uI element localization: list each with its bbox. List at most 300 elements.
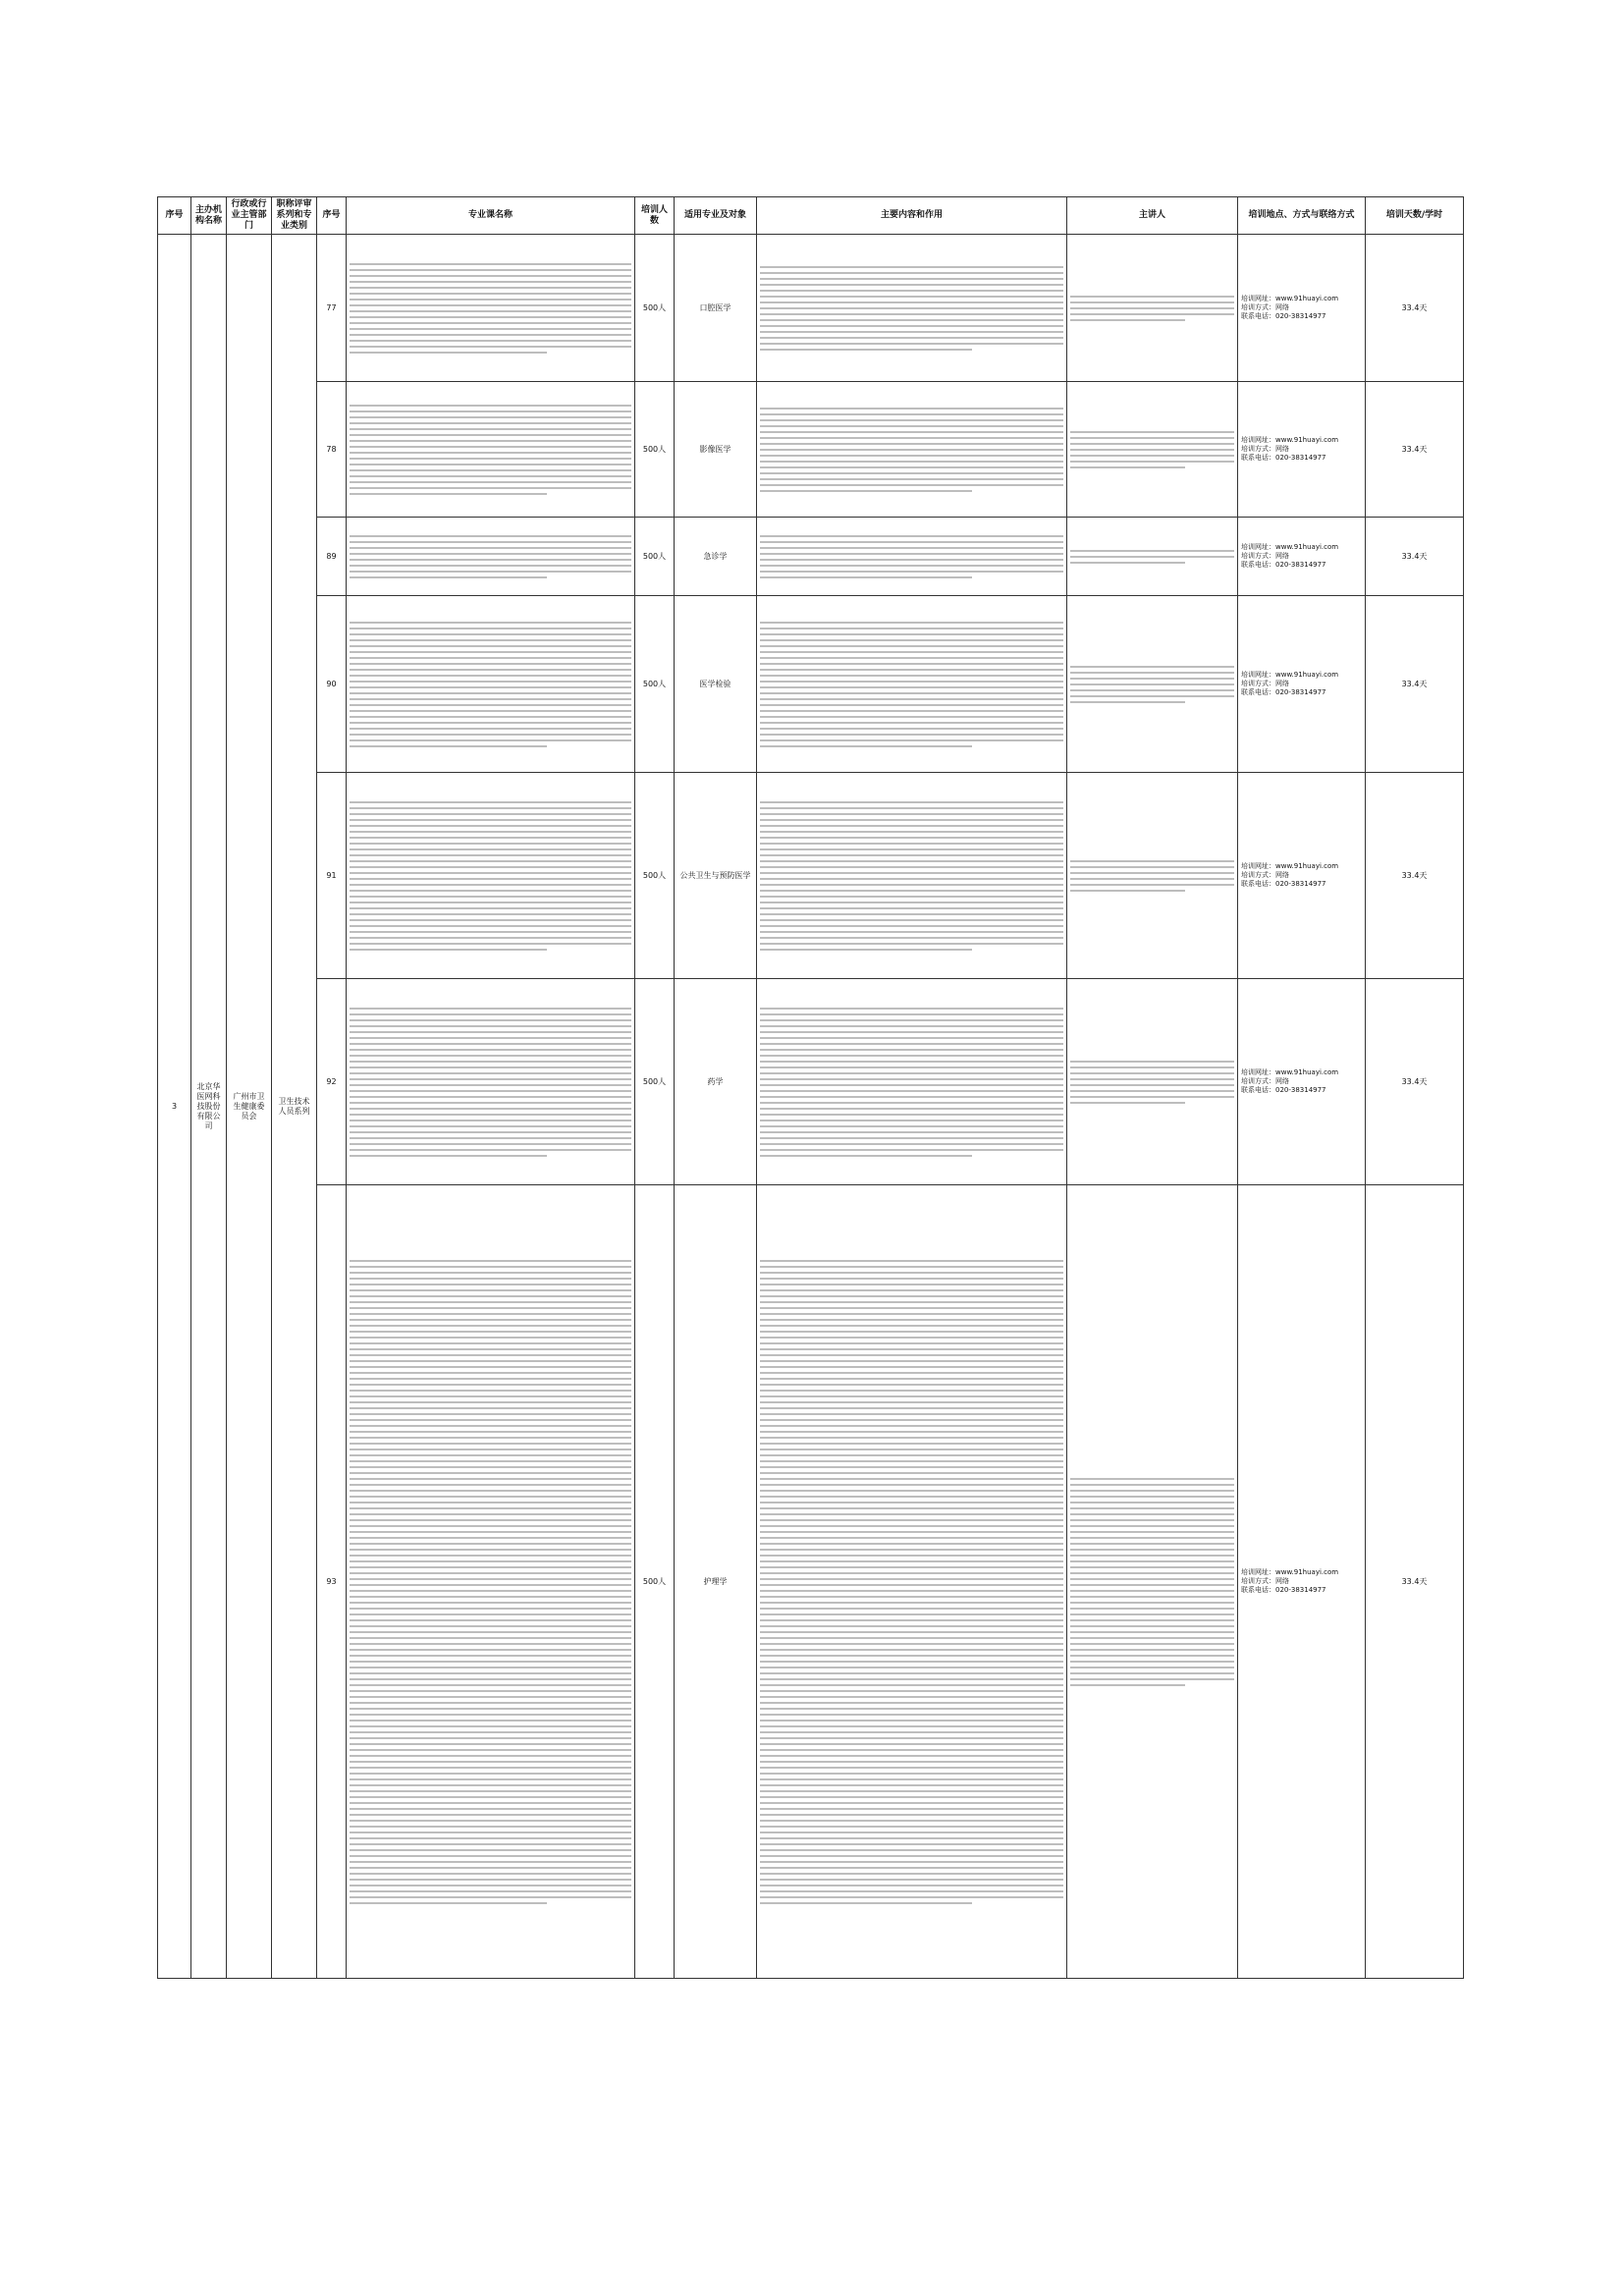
text-line (760, 1055, 1063, 1057)
text-line (350, 1578, 631, 1580)
text-line (350, 1472, 631, 1474)
text-line (350, 559, 631, 561)
contact-phone-value: 020-38314977 (1275, 454, 1326, 462)
text-line (760, 1301, 1063, 1303)
text-line (1070, 319, 1185, 321)
text-line (760, 1407, 1063, 1409)
org-series: 卫生技术人员系列 (272, 235, 317, 1979)
header-content: 主要内容和作用 (757, 197, 1067, 235)
text-line (350, 1849, 631, 1851)
header-course-index: 序号 (317, 197, 347, 235)
training-site-label: 培训网址： (1241, 671, 1275, 679)
text-line (350, 1108, 631, 1110)
text-line (760, 1814, 1063, 1816)
lecturers (1067, 773, 1238, 979)
training-mode (1241, 1077, 1362, 1086)
text-line (350, 890, 631, 892)
training-site-value: www.91huayi.com (1275, 1568, 1339, 1576)
text-line (350, 848, 631, 850)
text-line (760, 1737, 1063, 1739)
text-line (760, 943, 1063, 945)
text-line (350, 340, 631, 342)
text-line (350, 1043, 631, 1045)
table-row (158, 235, 1464, 382)
text-line (760, 819, 1063, 821)
training-mode (1241, 303, 1362, 312)
text-line (760, 1549, 1063, 1551)
text-line (350, 1820, 631, 1822)
text-line (350, 722, 631, 724)
text-line (350, 1708, 631, 1710)
text-line (350, 535, 631, 537)
text-line (760, 1885, 1063, 1886)
text-line (350, 716, 631, 718)
text-line (1070, 1667, 1234, 1668)
text-line (760, 266, 1063, 268)
text-line (1070, 1637, 1234, 1639)
text-line (350, 1295, 631, 1297)
training-site-value: www.91huayi.com (1275, 295, 1339, 302)
training-site (1241, 543, 1362, 552)
text-line (1070, 701, 1185, 703)
text-line (350, 1543, 631, 1545)
text-line (350, 275, 631, 277)
text-line (1070, 1537, 1234, 1539)
text-line (1070, 1619, 1234, 1621)
contact-phone-value: 020-38314977 (1275, 688, 1326, 696)
text-line (1070, 1496, 1234, 1498)
text-line (350, 1667, 631, 1668)
text-line (760, 408, 1063, 410)
text-line (760, 325, 1063, 327)
text-line (760, 622, 1063, 624)
text-line (350, 1655, 631, 1657)
text-line (760, 1555, 1063, 1557)
text-line (760, 1637, 1063, 1639)
text-line (760, 1537, 1063, 1539)
text-line (350, 1354, 631, 1356)
text-line (760, 1826, 1063, 1828)
text-line (1070, 878, 1234, 880)
text-line (350, 1796, 631, 1798)
text-line (1070, 1631, 1234, 1633)
text-line (350, 669, 631, 671)
header-venue: 培训地点、方式与联络方式 (1238, 197, 1366, 235)
trainee-count: 500人 (635, 596, 675, 773)
training-mode-label: 培训方式： (1241, 552, 1275, 560)
text-line (760, 639, 1063, 641)
training-days: 33.4天 (1366, 382, 1464, 518)
header-row (158, 197, 1464, 235)
text-line (760, 890, 1063, 892)
text-line (760, 1366, 1063, 1368)
trainee-count: 500人 (635, 382, 675, 518)
lecturers (1067, 596, 1238, 773)
text-line (350, 1419, 631, 1421)
text-line (350, 1714, 631, 1716)
text-line (350, 1114, 631, 1116)
text-line (350, 1743, 631, 1745)
text-line (350, 1525, 631, 1527)
text-line (760, 1773, 1063, 1775)
text-line (350, 745, 547, 747)
contact-phone (1241, 454, 1362, 463)
text-line (1070, 872, 1234, 874)
text-line (1070, 1661, 1234, 1663)
text-line (760, 547, 1063, 549)
text-line (1070, 1543, 1234, 1545)
text-line (760, 837, 1063, 839)
text-line (350, 1902, 547, 1904)
text-line (760, 490, 972, 492)
text-line (1070, 890, 1185, 892)
text-line (1070, 437, 1234, 439)
text-line (1070, 1596, 1234, 1598)
text-line (350, 1896, 631, 1898)
text-line (760, 728, 1063, 730)
text-line (760, 1143, 1063, 1145)
text-line (760, 1378, 1063, 1380)
text-line (350, 692, 631, 694)
trainee-count: 500人 (635, 1185, 675, 1979)
training-mode-label: 培训方式： (1241, 1577, 1275, 1585)
text-line (350, 686, 631, 688)
text-line (350, 547, 631, 549)
text-line (350, 1549, 631, 1551)
text-line (760, 1266, 1063, 1268)
course-name (347, 979, 635, 1185)
text-line (760, 1413, 1063, 1415)
contact-phone-label: 联系电话： (1241, 688, 1275, 696)
text-line (350, 487, 631, 489)
text-line (760, 349, 972, 351)
contact-phone (1241, 561, 1362, 570)
text-line (760, 739, 1063, 741)
text-line (350, 1784, 631, 1786)
text-line (350, 1072, 631, 1074)
text-line (760, 1496, 1063, 1498)
text-line (760, 1643, 1063, 1645)
text-line (760, 722, 1063, 724)
text-line (760, 1572, 1063, 1574)
text-line (760, 698, 1063, 700)
training-site-value: www.91huayi.com (1275, 862, 1339, 870)
text-line (350, 1443, 631, 1445)
table-row (158, 1185, 1464, 1979)
text-line (350, 1643, 631, 1645)
text-line (1070, 466, 1185, 468)
venue-contact (1238, 518, 1366, 596)
course-number: 90 (317, 596, 347, 773)
text-line (1070, 672, 1234, 674)
contact-phone-label: 联系电话： (1241, 1586, 1275, 1594)
training-site (1241, 671, 1362, 680)
text-line (1070, 455, 1234, 457)
text-line (350, 1425, 631, 1427)
text-line (350, 1560, 631, 1562)
text-line (760, 307, 1063, 309)
training-site (1241, 862, 1362, 871)
text-line (350, 565, 631, 567)
text-line (1070, 1684, 1185, 1686)
text-line (760, 925, 1063, 927)
text-line (760, 484, 1063, 486)
text-line (1070, 1572, 1234, 1574)
text-line (350, 622, 631, 624)
text-line (1070, 1678, 1234, 1680)
training-table (157, 196, 1464, 1979)
text-line (760, 1855, 1063, 1857)
text-line (350, 1460, 631, 1462)
text-line (350, 1466, 631, 1468)
text-line (350, 1031, 631, 1033)
text-line (350, 925, 631, 927)
text-line (1070, 1084, 1234, 1086)
text-line (760, 1337, 1063, 1339)
trainee-count: 500人 (635, 518, 675, 596)
text-line (1070, 1555, 1234, 1557)
text-line (350, 434, 631, 436)
text-line (1070, 689, 1234, 691)
text-line (760, 1049, 1063, 1051)
training-mode-value: 网络 (1275, 445, 1289, 453)
text-line (350, 1149, 631, 1151)
text-line (760, 913, 1063, 915)
text-line (1070, 1090, 1234, 1092)
course-name (347, 596, 635, 773)
text-line (350, 1619, 631, 1621)
contact-phone-label: 联系电话： (1241, 312, 1275, 320)
text-line (760, 854, 1063, 856)
text-line (760, 1619, 1063, 1621)
contact-phone-label: 联系电话： (1241, 1086, 1275, 1094)
text-line (760, 919, 1063, 921)
table-row (158, 979, 1464, 1185)
text-line (760, 1260, 1063, 1262)
text-line (350, 1555, 631, 1557)
text-line (350, 1454, 631, 1456)
text-line (760, 745, 972, 747)
text-line (350, 1478, 631, 1480)
text-line (350, 1596, 631, 1598)
text-line (350, 1837, 631, 1839)
contact-phone-label: 联系电话： (1241, 454, 1275, 462)
text-line (760, 1608, 1063, 1610)
text-line (350, 293, 631, 295)
audience: 护理学 (675, 1185, 757, 1979)
text-line (1070, 1502, 1234, 1503)
text-line (1070, 884, 1234, 886)
contact-phone (1241, 688, 1362, 697)
text-line (760, 716, 1063, 718)
text-line (760, 937, 1063, 939)
text-line (1070, 562, 1185, 564)
text-line (760, 313, 1063, 315)
text-line (760, 1061, 1063, 1063)
course-content (757, 979, 1067, 1185)
training-mode-label: 培训方式： (1241, 445, 1275, 453)
text-line (350, 1631, 631, 1633)
course-content (757, 518, 1067, 596)
text-line (760, 1566, 1063, 1568)
text-line (760, 1478, 1063, 1480)
header-days: 培训天数/学时 (1366, 197, 1464, 235)
text-line (760, 455, 1063, 457)
venue-contact (1238, 382, 1366, 518)
text-line (350, 422, 631, 424)
training-site-label: 培训网址： (1241, 295, 1275, 302)
contact-phone-value: 020-38314977 (1275, 1586, 1326, 1594)
text-line (760, 1019, 1063, 1021)
text-line (760, 1472, 1063, 1474)
text-line (350, 1061, 631, 1063)
course-number: 78 (317, 382, 347, 518)
text-line (350, 464, 631, 465)
text-line (1070, 1560, 1234, 1562)
text-line (760, 1084, 1063, 1086)
text-line (350, 269, 631, 271)
text-line (760, 1613, 1063, 1615)
text-line (350, 1696, 631, 1698)
text-line (760, 1767, 1063, 1769)
text-line (760, 1590, 1063, 1592)
text-line (350, 1325, 631, 1327)
text-line (350, 872, 631, 874)
text-line (760, 675, 1063, 677)
header-index: 序号 (158, 197, 191, 235)
text-line (1070, 1608, 1234, 1610)
text-line (760, 1890, 1063, 1892)
contact-phone (1241, 1586, 1362, 1595)
text-line (760, 1460, 1063, 1462)
text-line (760, 657, 1063, 659)
text-line (350, 1861, 631, 1863)
text-line (760, 466, 1063, 468)
venue-contact (1238, 1185, 1366, 1979)
training-site (1241, 436, 1362, 445)
text-line (350, 843, 631, 845)
course-content (757, 773, 1067, 979)
text-line (350, 281, 631, 283)
text-line (350, 1725, 631, 1727)
text-line (760, 1108, 1063, 1110)
text-line (760, 1289, 1063, 1291)
text-line (760, 1661, 1063, 1663)
text-line (760, 734, 1063, 736)
text-line (760, 337, 1063, 339)
text-line (1070, 443, 1234, 445)
text-line (760, 1484, 1063, 1486)
audience: 医学检验 (675, 596, 757, 773)
text-line (1070, 1649, 1234, 1651)
text-line (760, 1072, 1063, 1074)
text-line (350, 1566, 631, 1568)
text-line (350, 1313, 631, 1315)
text-line (1070, 1513, 1234, 1515)
text-line (760, 686, 1063, 688)
header-trainees: 培训人数 (635, 197, 675, 235)
text-line (350, 651, 631, 653)
contact-phone-value: 020-38314977 (1275, 880, 1326, 888)
text-line (760, 1155, 972, 1157)
text-line (760, 1342, 1063, 1344)
text-line (350, 1684, 631, 1686)
text-line (350, 663, 631, 665)
text-line (760, 343, 1063, 345)
text-line (1070, 1549, 1234, 1551)
training-site-value: www.91huayi.com (1275, 436, 1339, 444)
text-line (760, 692, 1063, 694)
text-line (350, 1731, 631, 1733)
text-line (350, 1507, 631, 1509)
text-line (760, 1596, 1063, 1598)
text-line (350, 633, 631, 635)
text-line (350, 1342, 631, 1344)
course-name (347, 518, 635, 596)
text-line (760, 710, 1063, 712)
training-site-value: www.91huayi.com (1275, 671, 1339, 679)
text-line (350, 645, 631, 647)
text-line (350, 1037, 631, 1039)
text-line (350, 481, 631, 483)
text-line (350, 825, 631, 827)
text-line (350, 1484, 631, 1486)
contact-phone-label: 联系电话： (1241, 561, 1275, 569)
text-line (760, 907, 1063, 909)
header-institution: 主办机构名称 (191, 197, 227, 235)
text-line (1070, 301, 1234, 303)
course-content (757, 235, 1067, 382)
text-line (760, 902, 1063, 903)
text-line (350, 428, 631, 430)
training-site (1241, 1068, 1362, 1077)
text-line (760, 1449, 1063, 1450)
org-institution: 北京华医网科技股份有限公司 (191, 235, 227, 1979)
training-site-label: 培训网址： (1241, 1068, 1275, 1076)
course-number: 91 (317, 773, 347, 979)
text-line (760, 1319, 1063, 1321)
text-line (760, 1372, 1063, 1374)
text-line (350, 1590, 631, 1592)
text-line (350, 1879, 631, 1881)
text-line (760, 825, 1063, 827)
text-line (760, 1749, 1063, 1751)
course-content (757, 1185, 1067, 1979)
text-line (760, 413, 1063, 415)
text-line (760, 1419, 1063, 1421)
text-line (760, 1625, 1063, 1627)
audience: 影像医学 (675, 382, 757, 518)
text-line (760, 1802, 1063, 1804)
text-line (760, 301, 1063, 303)
text-line (350, 416, 631, 418)
text-line (760, 1725, 1063, 1727)
text-line (350, 710, 631, 712)
text-line (350, 1672, 631, 1674)
text-line (350, 1272, 631, 1274)
text-line (350, 943, 631, 945)
text-line (760, 1755, 1063, 1757)
text-line (350, 1637, 631, 1639)
venue-contact (1238, 596, 1366, 773)
text-line (350, 1431, 631, 1433)
text-line (760, 628, 1063, 629)
training-site-label: 培训网址： (1241, 862, 1275, 870)
text-line (350, 287, 631, 289)
text-line (760, 1808, 1063, 1810)
text-line (350, 541, 631, 543)
text-line (760, 278, 1063, 280)
